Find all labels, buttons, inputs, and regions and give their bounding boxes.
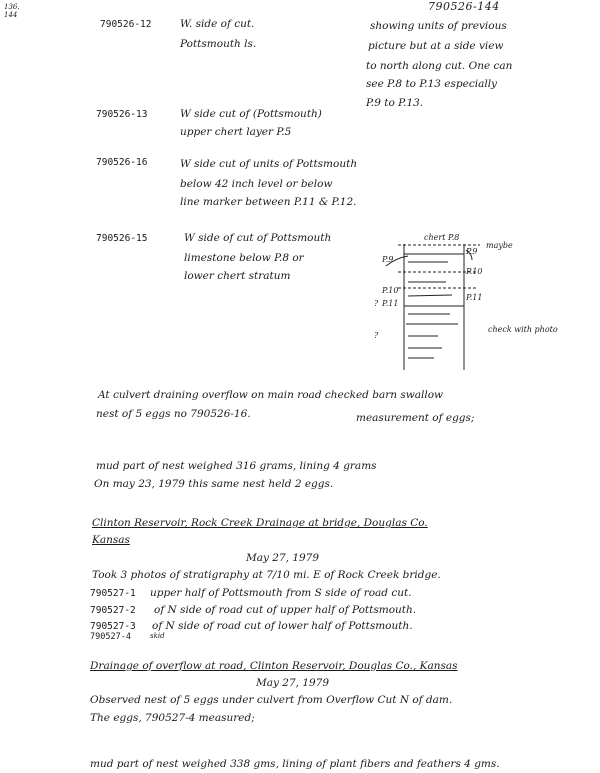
page-reference: 790526-144 xyxy=(428,0,500,13)
specimen-id: 790527-1 xyxy=(90,588,136,599)
entry-desc: below 42 inch level or below xyxy=(180,178,333,190)
observation-note: Observed nest of 5 eggs under culvert from Overflow Cut N of dam. xyxy=(90,694,453,706)
photo-desc: of N side of road cut of upper half of Pottsmouth. xyxy=(154,604,417,616)
entry-note: P.9 to P.13. xyxy=(366,97,424,109)
culvert-note: nest of 5 eggs no 790526-16. xyxy=(96,408,251,420)
margin-note-line-1: 136. xyxy=(4,3,20,11)
culvert-note: At culvert draining overflow on main road checked barn swallow xyxy=(98,389,444,401)
entry-desc: W side of cut of Pottsmouth xyxy=(184,232,332,244)
entry-note: picture but at a side view xyxy=(368,40,504,52)
specimen-id: 790526-15 xyxy=(96,233,148,244)
specimen-id: 790527-4 xyxy=(90,632,131,642)
nest-weight-note: mud part of nest weighed 338 gms, lining of plant fibers and feathers 4 gms. xyxy=(90,758,500,770)
photo-desc: of N side of road cut of lower half of Pottsmouth. xyxy=(152,620,413,632)
entry-desc: W side cut of (Pottsmouth) xyxy=(180,108,322,120)
sketch-left-label: P.9 xyxy=(382,255,394,264)
margin-note-line-2: 144 xyxy=(4,11,18,19)
nest-history-note: On may 23, 1979 this same nest held 2 eggs. xyxy=(94,478,334,490)
location-heading: Drainage of overflow at road, Clinton Reservoir, Douglas Co., Kansas xyxy=(90,660,458,672)
location-heading: Clinton Reservoir, Rock Creek Drainage at bridge, Douglas Co. xyxy=(92,517,428,529)
photo-desc: skid xyxy=(150,632,165,640)
entry-desc: line marker between P.11 & P.12. xyxy=(180,196,357,208)
photo-desc: upper half of Pottsmouth from S side of road cut. xyxy=(150,587,412,599)
sketch-question-mark: ? xyxy=(374,299,379,308)
entry-note: to north along cut. One can xyxy=(366,60,513,72)
entry-desc: lower chert stratum xyxy=(184,270,291,282)
sketch-right-label: P.11 xyxy=(466,293,483,302)
photos-note: Took 3 photos of stratigraphy at 7/10 mi. E of Rock Creek bridge. xyxy=(92,569,441,581)
stratigraphy-sketch xyxy=(368,232,588,372)
observation-note: The eggs, 790527-4 measured; xyxy=(90,712,255,724)
entry-desc: Pottsmouth ls. xyxy=(180,38,257,50)
entry-note: showing units of previous xyxy=(370,20,507,32)
entry-desc: limestone below P.8 or xyxy=(184,252,304,264)
sketch-top-label: chert P.8 xyxy=(424,233,460,242)
nest-weight-note: mud part of nest weighed 316 grams, lining 4 grams xyxy=(96,460,377,472)
specimen-id: 790526-16 xyxy=(96,157,148,168)
location-heading: Kansas xyxy=(92,534,130,546)
date-line: May 27, 1979 xyxy=(256,677,330,689)
sketch-maybe-label: maybe xyxy=(486,241,513,250)
entry-desc: upper chert layer P.5 xyxy=(180,126,292,138)
specimen-id: 790526-13 xyxy=(96,109,148,120)
specimen-id: 790527-3 xyxy=(90,621,136,632)
entry-desc: W. side of cut. xyxy=(180,18,255,30)
entry-desc: W side cut of units of Pottsmouth xyxy=(180,158,358,170)
date-line: May 27, 1979 xyxy=(246,552,320,564)
sketch-left-label: P.10 xyxy=(382,286,399,295)
entry-note: see P.8 to P.13 especially xyxy=(366,78,497,90)
sketch-question-mark: ? xyxy=(374,331,379,340)
sketch-left-label: P.11 xyxy=(382,299,399,308)
measurement-label: measurement of eggs; xyxy=(356,412,475,424)
specimen-id: 790527-2 xyxy=(90,605,136,616)
sketch-check-note: check with photo xyxy=(488,325,558,334)
sketch-right-label: P.9 xyxy=(466,247,478,256)
specimen-id: 790526-12 xyxy=(100,19,152,30)
sketch-right-label: P.10 xyxy=(466,267,483,276)
